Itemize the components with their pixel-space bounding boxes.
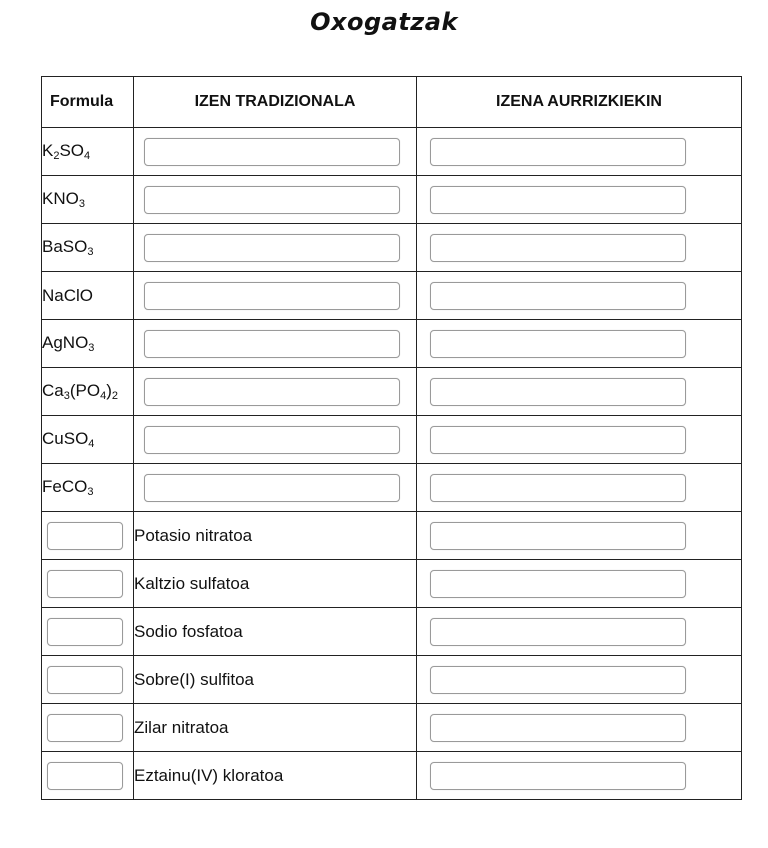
traditional-name-input[interactable] [144, 234, 400, 262]
prefix-name-cell [417, 752, 742, 800]
traditional-name-text: Potasio nitratoa [134, 512, 417, 560]
name-row [42, 608, 742, 656]
formula-row [42, 272, 742, 320]
formula-input[interactable] [47, 570, 123, 598]
formula-cell [42, 560, 134, 608]
name-row [42, 656, 742, 704]
prefix-name-input[interactable] [430, 474, 686, 502]
formula-cell [42, 656, 134, 704]
name-row [42, 752, 742, 800]
formula-cell [42, 416, 134, 464]
formula-text: FeCO [42, 477, 88, 496]
formula-cell [42, 608, 134, 656]
prefix-name-input[interactable] [430, 282, 686, 310]
traditional-name-cell [134, 464, 417, 512]
prefix-name-cell [417, 320, 742, 368]
formula-subscript: 3 [87, 246, 94, 258]
formula-subscript: 4 [100, 390, 107, 402]
traditional-name-header: IZEN TRADIZIONALA [134, 77, 417, 128]
formula-input[interactable] [47, 666, 123, 694]
prefix-name-input[interactable] [430, 618, 686, 646]
prefix-name-cell [417, 416, 742, 464]
traditional-name-text: Zilar nitratoa [134, 704, 417, 752]
traditional-name-input[interactable] [144, 474, 400, 502]
traditional-name-cell [134, 128, 417, 176]
prefix-name-cell [417, 128, 742, 176]
header-row [42, 77, 742, 128]
formula-row [42, 128, 742, 176]
formula-cell [42, 368, 134, 416]
prefix-name-input[interactable] [430, 762, 686, 790]
traditional-name-cell [134, 368, 417, 416]
prefix-name-input[interactable] [430, 426, 686, 454]
formula-row [42, 368, 742, 416]
formula-text: AgNO [42, 333, 89, 352]
oxosalts-table [41, 76, 742, 800]
formula-cell [42, 320, 134, 368]
name-row [42, 560, 742, 608]
formula-input[interactable] [47, 522, 123, 550]
formula-cell [42, 272, 134, 320]
traditional-name-input[interactable] [144, 426, 400, 454]
formula-cell [42, 176, 134, 224]
prefix-name-cell [417, 512, 742, 560]
formula-text: NaClO [42, 285, 94, 305]
traditional-name-text: Sodio fosfatoa [134, 608, 417, 656]
formula-text: Ca [42, 381, 64, 400]
formula-input[interactable] [47, 762, 123, 790]
formula-cell [42, 512, 134, 560]
formula-cell [42, 752, 134, 800]
prefix-name-input[interactable] [430, 330, 686, 358]
traditional-name-input[interactable] [144, 186, 400, 214]
traditional-name-cell [134, 224, 417, 272]
name-row [42, 512, 742, 560]
formula-subscript: 3 [78, 198, 85, 210]
prefix-name-cell [417, 272, 742, 320]
prefix-name-input[interactable] [430, 522, 686, 550]
traditional-name-cell [134, 176, 417, 224]
formula-row [42, 464, 742, 512]
formula-cell [42, 464, 134, 512]
traditional-name-text: Kaltzio sulfatoa [134, 560, 417, 608]
formula-input[interactable] [47, 714, 123, 742]
prefix-name-input[interactable] [430, 570, 686, 598]
formula-text: BaSO [42, 237, 88, 256]
prefix-name-cell [417, 656, 742, 704]
prefix-name-cell [417, 464, 742, 512]
formula-subscript: 2 [111, 390, 119, 402]
prefix-name-cell [417, 368, 742, 416]
traditional-name-text: Sobre(I) sulfitoa [134, 656, 417, 704]
formula-row [42, 176, 742, 224]
prefix-name-cell [417, 224, 742, 272]
traditional-name-input[interactable] [144, 378, 400, 406]
formula-row [42, 320, 742, 368]
prefix-name-header: IZENA AURRIZKIEKIN [417, 77, 742, 128]
traditional-name-cell [134, 272, 417, 320]
prefix-name-cell [417, 704, 742, 752]
prefix-name-input[interactable] [430, 714, 686, 742]
formula-text: SO [59, 141, 85, 160]
formula-subscript: 4 [88, 438, 95, 450]
traditional-name-cell [134, 416, 417, 464]
page-title: Oxogatzak [310, 8, 458, 36]
formula-row [42, 224, 742, 272]
prefix-name-cell [417, 560, 742, 608]
formula-cell [42, 704, 134, 752]
traditional-name-text: Eztainu(IV) kloratoa [134, 752, 417, 800]
prefix-name-cell [417, 608, 742, 656]
prefix-name-input[interactable] [430, 378, 686, 406]
formula-text: K [42, 141, 54, 160]
formula-text: CuSO [42, 429, 89, 448]
prefix-name-input[interactable] [430, 186, 686, 214]
formula-subscript: 3 [63, 390, 70, 402]
prefix-name-input[interactable] [430, 666, 686, 694]
formula-cell [42, 128, 134, 176]
traditional-name-input[interactable] [144, 330, 400, 358]
formula-row [42, 416, 742, 464]
formula-subscript: 3 [88, 342, 95, 354]
prefix-name-cell [417, 176, 742, 224]
formula-text: KNO [42, 189, 79, 208]
formula-text: ) [106, 381, 112, 400]
prefix-name-input[interactable] [430, 138, 686, 166]
formula-subscript: 3 [87, 486, 94, 498]
formula-cell [42, 224, 134, 272]
formula-subscript: 2 [53, 150, 60, 162]
prefix-name-input[interactable] [430, 234, 686, 262]
formula-subscript: 4 [84, 150, 91, 162]
traditional-name-cell [134, 320, 417, 368]
formula-input[interactable] [47, 618, 123, 646]
traditional-name-input[interactable] [144, 138, 400, 166]
traditional-name-input[interactable] [144, 282, 400, 310]
formula-text: (PO [69, 381, 101, 400]
formula-header: Formula [42, 77, 134, 128]
name-row [42, 704, 742, 752]
